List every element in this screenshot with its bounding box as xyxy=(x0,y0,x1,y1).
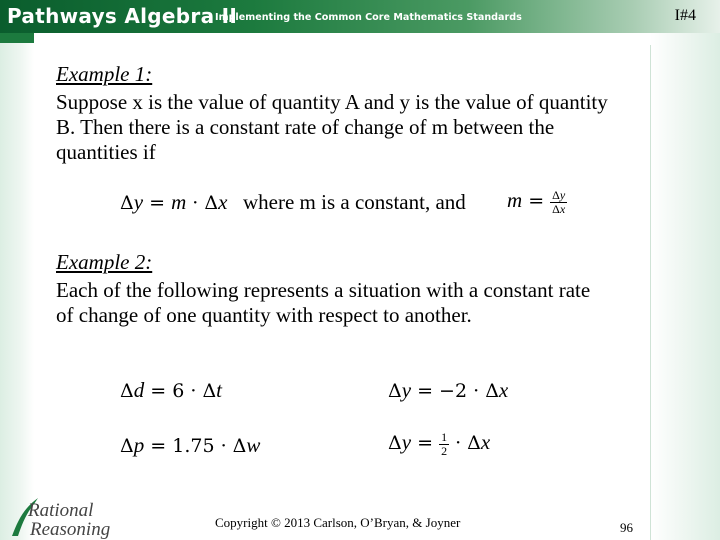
copyright-text: Copyright © 2013 Carlson, O’Bryan, & Joyner xyxy=(215,515,461,530)
example1-heading: Example 1: xyxy=(56,62,153,86)
formula-delta-p: Δp = 1.75 · Δw xyxy=(120,433,261,457)
example2-body: Each of the following represents a situation with a constant rate of change of one quantity with respect to another. xyxy=(56,278,591,327)
formula-delta-y-neg2: Δy = −2 · Δx xyxy=(388,378,509,402)
right-decor-strip xyxy=(650,33,720,540)
formula-delta-y-eq-m-delta-x: Δy = m · Δx xyxy=(120,190,228,214)
page-number: 96 xyxy=(620,520,633,535)
rational-reasoning-logo xyxy=(4,490,134,540)
left-decor-strip xyxy=(0,33,34,540)
where-text: where m is a constant, and xyxy=(243,190,466,214)
header-bar xyxy=(0,0,720,33)
formula-delta-d: Δd = 6 · Δt xyxy=(120,378,223,402)
header-subtitle: Implementing the Common Core Mathematics Standards xyxy=(215,12,522,23)
example2-heading: Example 2: xyxy=(56,250,153,274)
left-accent-bar xyxy=(0,33,34,43)
logo-line1: Rational xyxy=(28,500,94,521)
logo-line2: Reasoning xyxy=(30,519,111,540)
content-border xyxy=(650,45,651,540)
slide-code: I#4 xyxy=(674,7,696,24)
example1-body: Suppose x is the value of quantity A and y is the value of quantity B. Then there is a constant rate of change of m between the quantities if xyxy=(56,90,608,164)
formula-m-eq-fraction: m = $\frac{\Delta y}{\Delta x}$ xyxy=(507,187,566,216)
header-title: Pathways Algebra II xyxy=(7,4,238,28)
formula-delta-y-half: Δy = $\frac{1}{2}$ · Δx xyxy=(388,429,491,458)
